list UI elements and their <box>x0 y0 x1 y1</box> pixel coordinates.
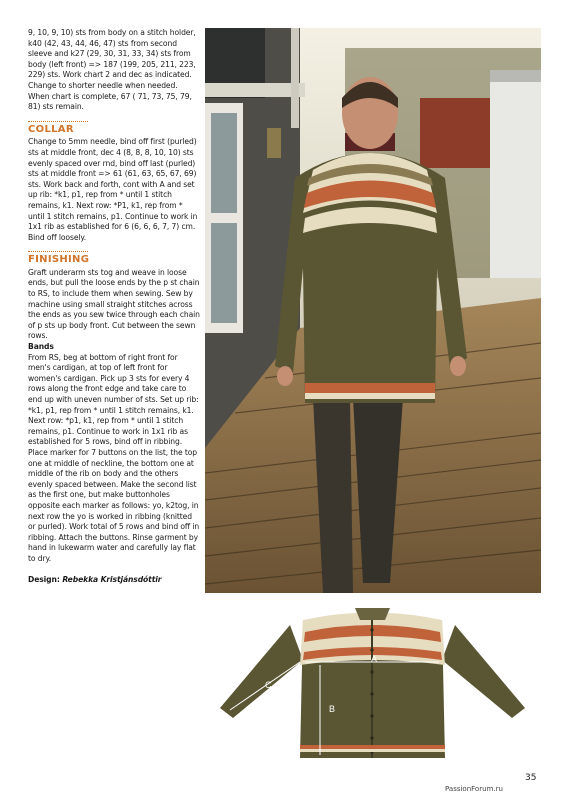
model-photo-illustration <box>205 28 541 593</box>
sweater-schematic <box>205 600 541 765</box>
collar-heading: COLLAR <box>28 121 88 136</box>
model-photo <box>205 28 541 593</box>
pattern-text-column <box>28 28 200 585</box>
sweater-flat-diagram <box>205 600 541 765</box>
measure-label-a: A <box>371 654 378 664</box>
designer-name: Rebekka Kristjánsdóttir <box>62 574 162 584</box>
designer-credit <box>28 575 200 586</box>
watermark: PassionForum.ru <box>445 785 503 793</box>
intro-paragraph: 9, 10, 9, 10) sts from body on a stitch holder, k40 (42, 43, 44, 46, 47) sts from second sleeve and k27 (29, 30, 31, 33, 34) sts from body (left front) => 187 (199, 205, 211, 223, 229) sts. Work chart 2 and dec as indicated. Change to shorter needle when needed. When chart is complete, 67 ( 71, 73, 75, 79, 81) sts remain. <box>28 28 196 112</box>
measure-label-b: B <box>329 704 336 714</box>
designer-label: Design: <box>28 574 60 584</box>
page-number: 35 <box>525 773 537 783</box>
collar-paragraph: Change to 5mm needle, bind off first (purled) sts at middle front, dec 4 (8, 8, 8, 10, 10) sts evenly spaced over rnd, bind off last (purled) sts at middle front => 61 (61, 63, 65, 67, 69) sts. Work back and forth, cont with A and set up rib: *k1, p1, rep from * until 1 stitch remains, k1. Next row: *P1, k1, rep from * until 1 stitch remains, p1. Continue to work in 1x1 rib as established for 6 (6, 6, 6, 7, 7) cm. Bind off loosely. <box>28 137 198 242</box>
bands-heading: Bands <box>28 342 54 352</box>
bands-paragraph: From RS, beg at bottom of right front for men's cardigan, at top of left front for women's cardigan. Pick up 3 sts for every 4 rows along the front edge and take care to end up with uneven number of sts. Set up rib: *k1, p1, rep from * until 1 stitch remains, k1. Next row: *p1, k1, rep from * until 1 stitch remains, p1. Continue to work in 1x1 rib as established for 5 rows, bind off in ribbing. Place marker for 7 buttons on the list, the top one at middle of neckline, the bottom one at middle of the rib on body and the others evenly spaced between. Make the second list as the first one, but make buttonholes opposite each marker as follows: yo, k2tog, in next row the yo is worked in ribbing (knitted or purled). Work total of 5 rows and bind off in ribbing. Attach the buttons. Rinse garment by hand in lukewarm water and carefully lay flat to dry. <box>28 352 200 563</box>
finishing-paragraph: Graft underarm sts tog and weave in loose ends, but pull the loose ends by the p st chain to RS, to include them when sewing. Sew by machine using small straight stitches across the ends as you sew twice through each chain of p sts up body front. Cut between the sewn rows. <box>28 267 200 341</box>
finishing-heading: FINISHING <box>28 251 88 266</box>
measure-label-c: C <box>265 680 272 690</box>
